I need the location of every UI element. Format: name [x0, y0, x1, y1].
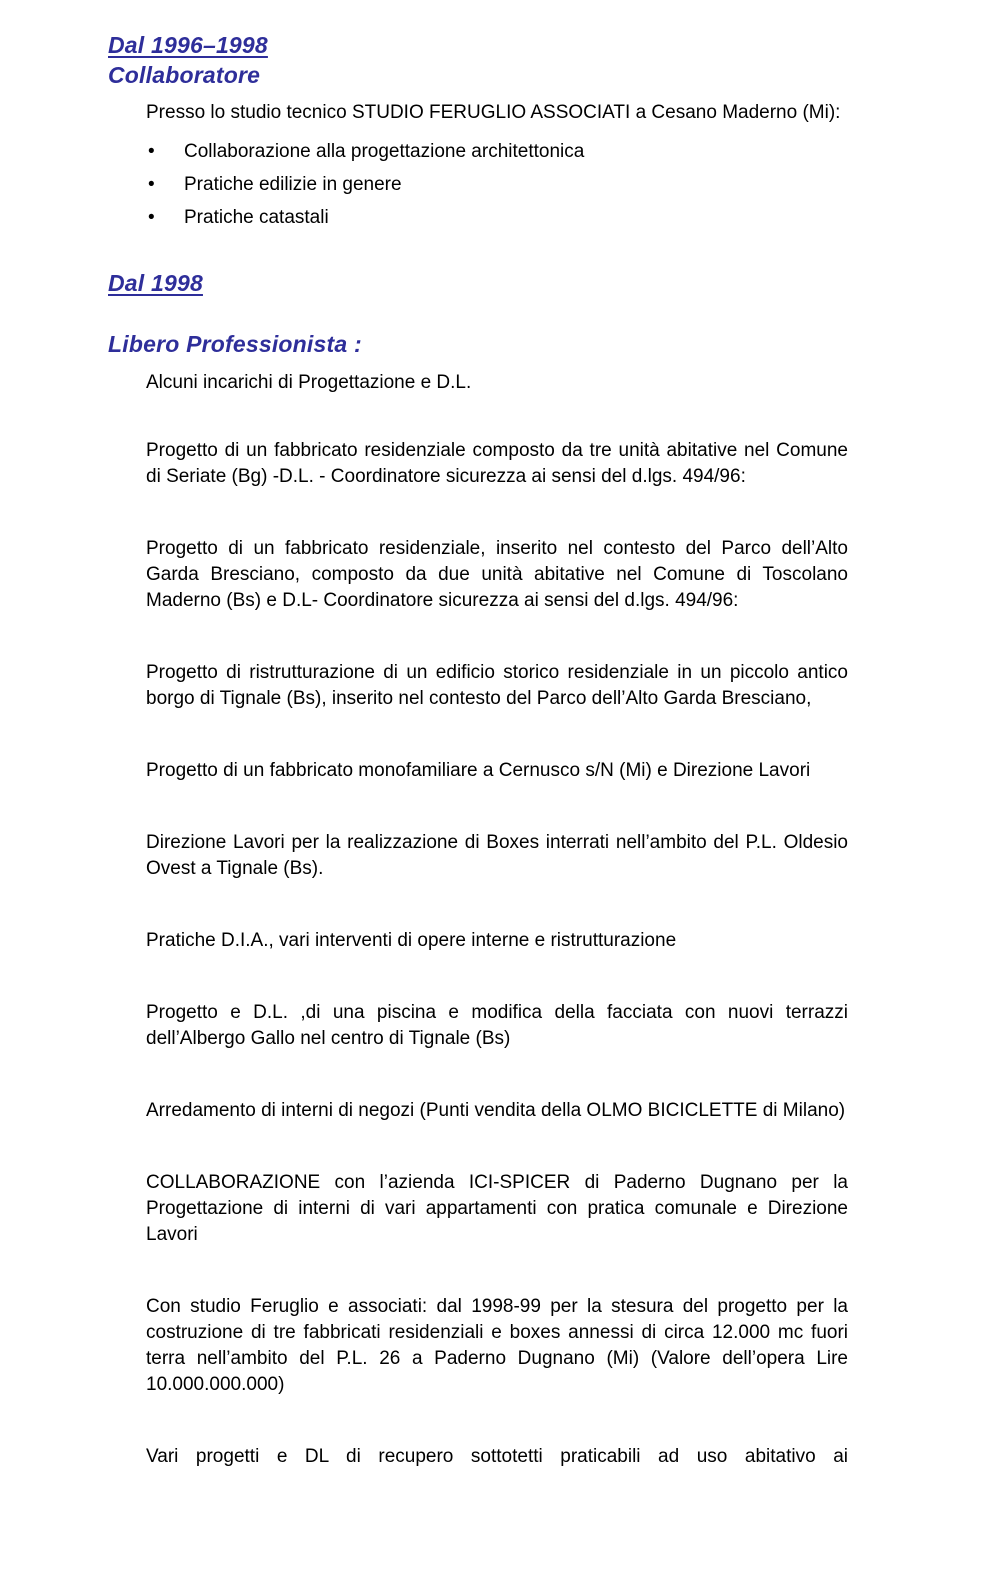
paragraph-project-feruglio-paderno: Con studio Feruglio e associati: dal 1998-99 per la stesura del progetto per la costruzione di tre fabbricati residenziali e boxes annessi di circa 12.000 mc fuori terra nell’ambito del P.L. 26 a Paderno Dugnano (Mi) (Valore dell’opera Lire 10.000.000.000) — [146, 1296, 848, 1395]
paragraph-project-seriate: Progetto di un fabbricato residenziale composto da tre unità abitative nel Comune di Seriate (Bg) -D.L. - Coordinatore sicurezza ai sensi del d.lgs. 494/96: — [146, 440, 848, 487]
section-heading-dates-1996-1998: Dal 1996–1998 — [108, 32, 268, 58]
paragraph-project-cernusco: Progetto di un fabbricato monofamiliare a Cernusco s/N (Mi) e Direzione Lavori — [146, 760, 811, 781]
paragraph-project-pratiche-dia: Pratiche D.I.A., vari interventi di opere interne e ristrutturazione — [146, 930, 677, 951]
paragraph-project-boxes-oldesio: Direzione Lavori per la realizzazione di Boxes interrati nell’ambito del P.L. Oldesio Ovest a Tignale (Bs). — [146, 832, 848, 879]
collaboratore-bullet-list — [146, 142, 848, 228]
paragraph-alcuni-incarichi: Alcuni incarichi di Progettazione e D.L. — [146, 372, 472, 393]
paragraph-presso-studio: Presso lo studio tecnico STUDIO FERUGLIO ASSOCIATI a Cesano Maderno (Mi): — [146, 102, 841, 123]
bullet-item-pratiche-edilizie: • Pratiche edilizie in genere — [146, 175, 848, 195]
section-heading-collaboratore: Collaboratore — [108, 62, 261, 88]
bullet-item-pratiche-catastali: • Pratiche catastali — [146, 208, 848, 228]
bullet-item-progettazione-architettonica: • Collaborazione alla progettazione architettonica — [146, 142, 848, 162]
section-heading-dates-1998: Dal 1998 — [108, 270, 203, 296]
section-heading-libero-professionista: Libero Professionista : — [108, 331, 362, 357]
paragraph-project-toscolano-maderno: Progetto di un fabbricato residenziale, inserito nel contesto del Parco dell’Alto Garda Bresciano, composto da due unità abitative nel Comune di Toscolano Maderno (Bs) e D.L- Coordinatore sicurezza ai sensi del d.lgs. 494/96: — [146, 538, 848, 611]
paragraph-project-recupero-sottotetti: Vari progetti e DL di recupero sottotetti praticabili ad uso abitativo ai — [146, 1446, 848, 1467]
paragraph-project-piscina-albergo-gallo: Progetto e D.L. ,di una piscina e modifica della facciata con nuovi terrazzi dell’Albergo Gallo nel centro di Tignale (Bs) — [146, 1002, 848, 1049]
paragraph-project-tignale-ristrutturazione: Progetto di ristrutturazione di un edificio storico residenziale in un piccolo antico borgo di Tignale (Bs), inserito nel contesto del Parco dell’Alto Garda Bresciano, — [146, 662, 848, 709]
paragraph-project-ici-spicer: COLLABORAZIONE con l’azienda ICI-SPICER di Paderno Dugnano per la Progettazione di interni di vari appartamenti con pratica comunale e Direzione Lavori — [146, 1172, 848, 1245]
paragraph-project-arredamento-olmo: Arredamento di interni di negozi (Punti vendita della OLMO BICICLETTE di Milano) — [146, 1100, 846, 1121]
